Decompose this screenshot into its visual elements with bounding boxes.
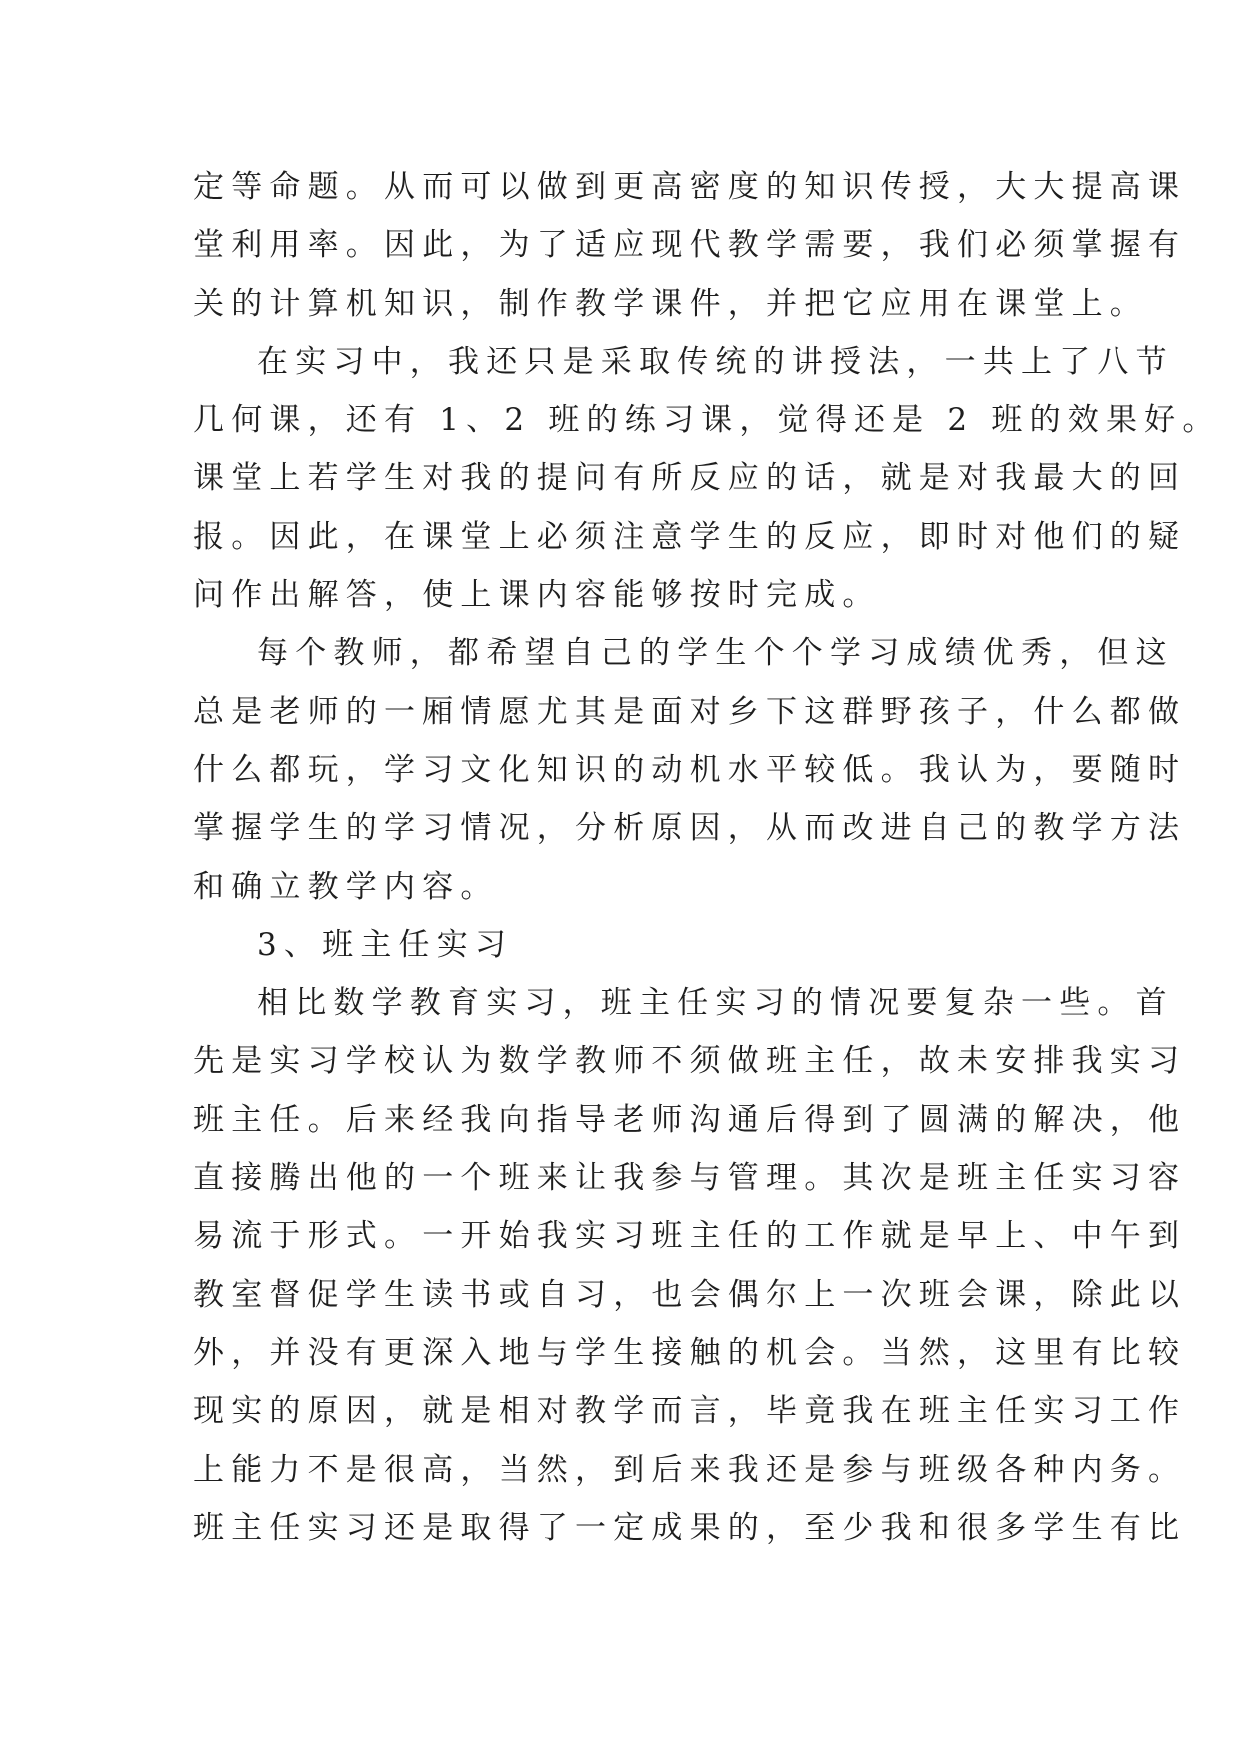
text-line: 易流于形式。一开始我实习班主任的工作就是早上、中午到 [193, 1218, 1187, 1255]
text-line: 先是实习学校认为数学教师不须做班主任，故未安排我实习 [193, 1043, 1187, 1080]
text-line: 总是老师的一厢情愿尤其是面对乡下这群野孩子，什么都做 [193, 693, 1187, 730]
text-line: 外，并没有更深入地与学生接触的机会。当然，这里有比较 [193, 1334, 1187, 1371]
text-line: 现实的原因，就是相对教学而言，毕竟我在班主任实习工作 [193, 1393, 1187, 1430]
text-line: 课堂上若学生对我的提问有所反应的话，就是对我最大的回 [193, 460, 1187, 497]
paragraph-first-line: 在实习中，我还只是采取传统的讲授法，一共上了八节 [257, 343, 1174, 380]
text-line: 定等命题。从而可以做到更高密度的知识传授，大大提高课 [193, 169, 1187, 205]
section-heading: 3、班主任实习 [257, 926, 514, 963]
paragraph-first-line: 相比数学教育实习，班主任实习的情况要复杂一些。首 [257, 985, 1174, 1022]
paragraph-first-line: 每个教师，都希望自己的学生个个学习成绩优秀，但这 [257, 635, 1174, 672]
text-line: 问作出解答，使上课内容能够按时完成。 [193, 577, 881, 614]
text-line: 堂利用率。因此，为了适应现代教学需要，我们必须掌握有 [193, 227, 1187, 264]
text-line: 报。因此，在课堂上必须注意学生的反应，即时对他们的疑 [193, 518, 1187, 555]
text-line: 关的计算机知识，制作教学课件，并把它应用在课堂上。 [193, 285, 1148, 322]
text-line: 直接腾出他的一个班来让我参与管理。其次是班主任实习容 [193, 1160, 1187, 1197]
text-line: 班主任实习还是取得了一定成果的，至少我和很多学生有比 [193, 1509, 1187, 1546]
text-line: 几何课，还有 1、2 班的练习课，觉得还是 2 班的效果好。 [193, 402, 1221, 439]
text-line: 和确立教学内容。 [193, 868, 499, 905]
text-line: 什么都玩，学习文化知识的动机水平较低。我认为，要随时 [193, 751, 1187, 788]
text-line: 掌握学生的学习情况，分析原因，从而改进自己的教学方法 [193, 810, 1187, 847]
text-line: 班主任。后来经我向指导老师沟通后得到了圆满的解决，他 [193, 1101, 1187, 1138]
text-line: 上能力不是很高，当然，到后来我还是参与班级各种内务。 [193, 1451, 1187, 1488]
text-line: 教室督促学生读书或自习，也会偶尔上一次班会课，除此以 [193, 1276, 1187, 1313]
body-text [193, 158, 1221, 1557]
